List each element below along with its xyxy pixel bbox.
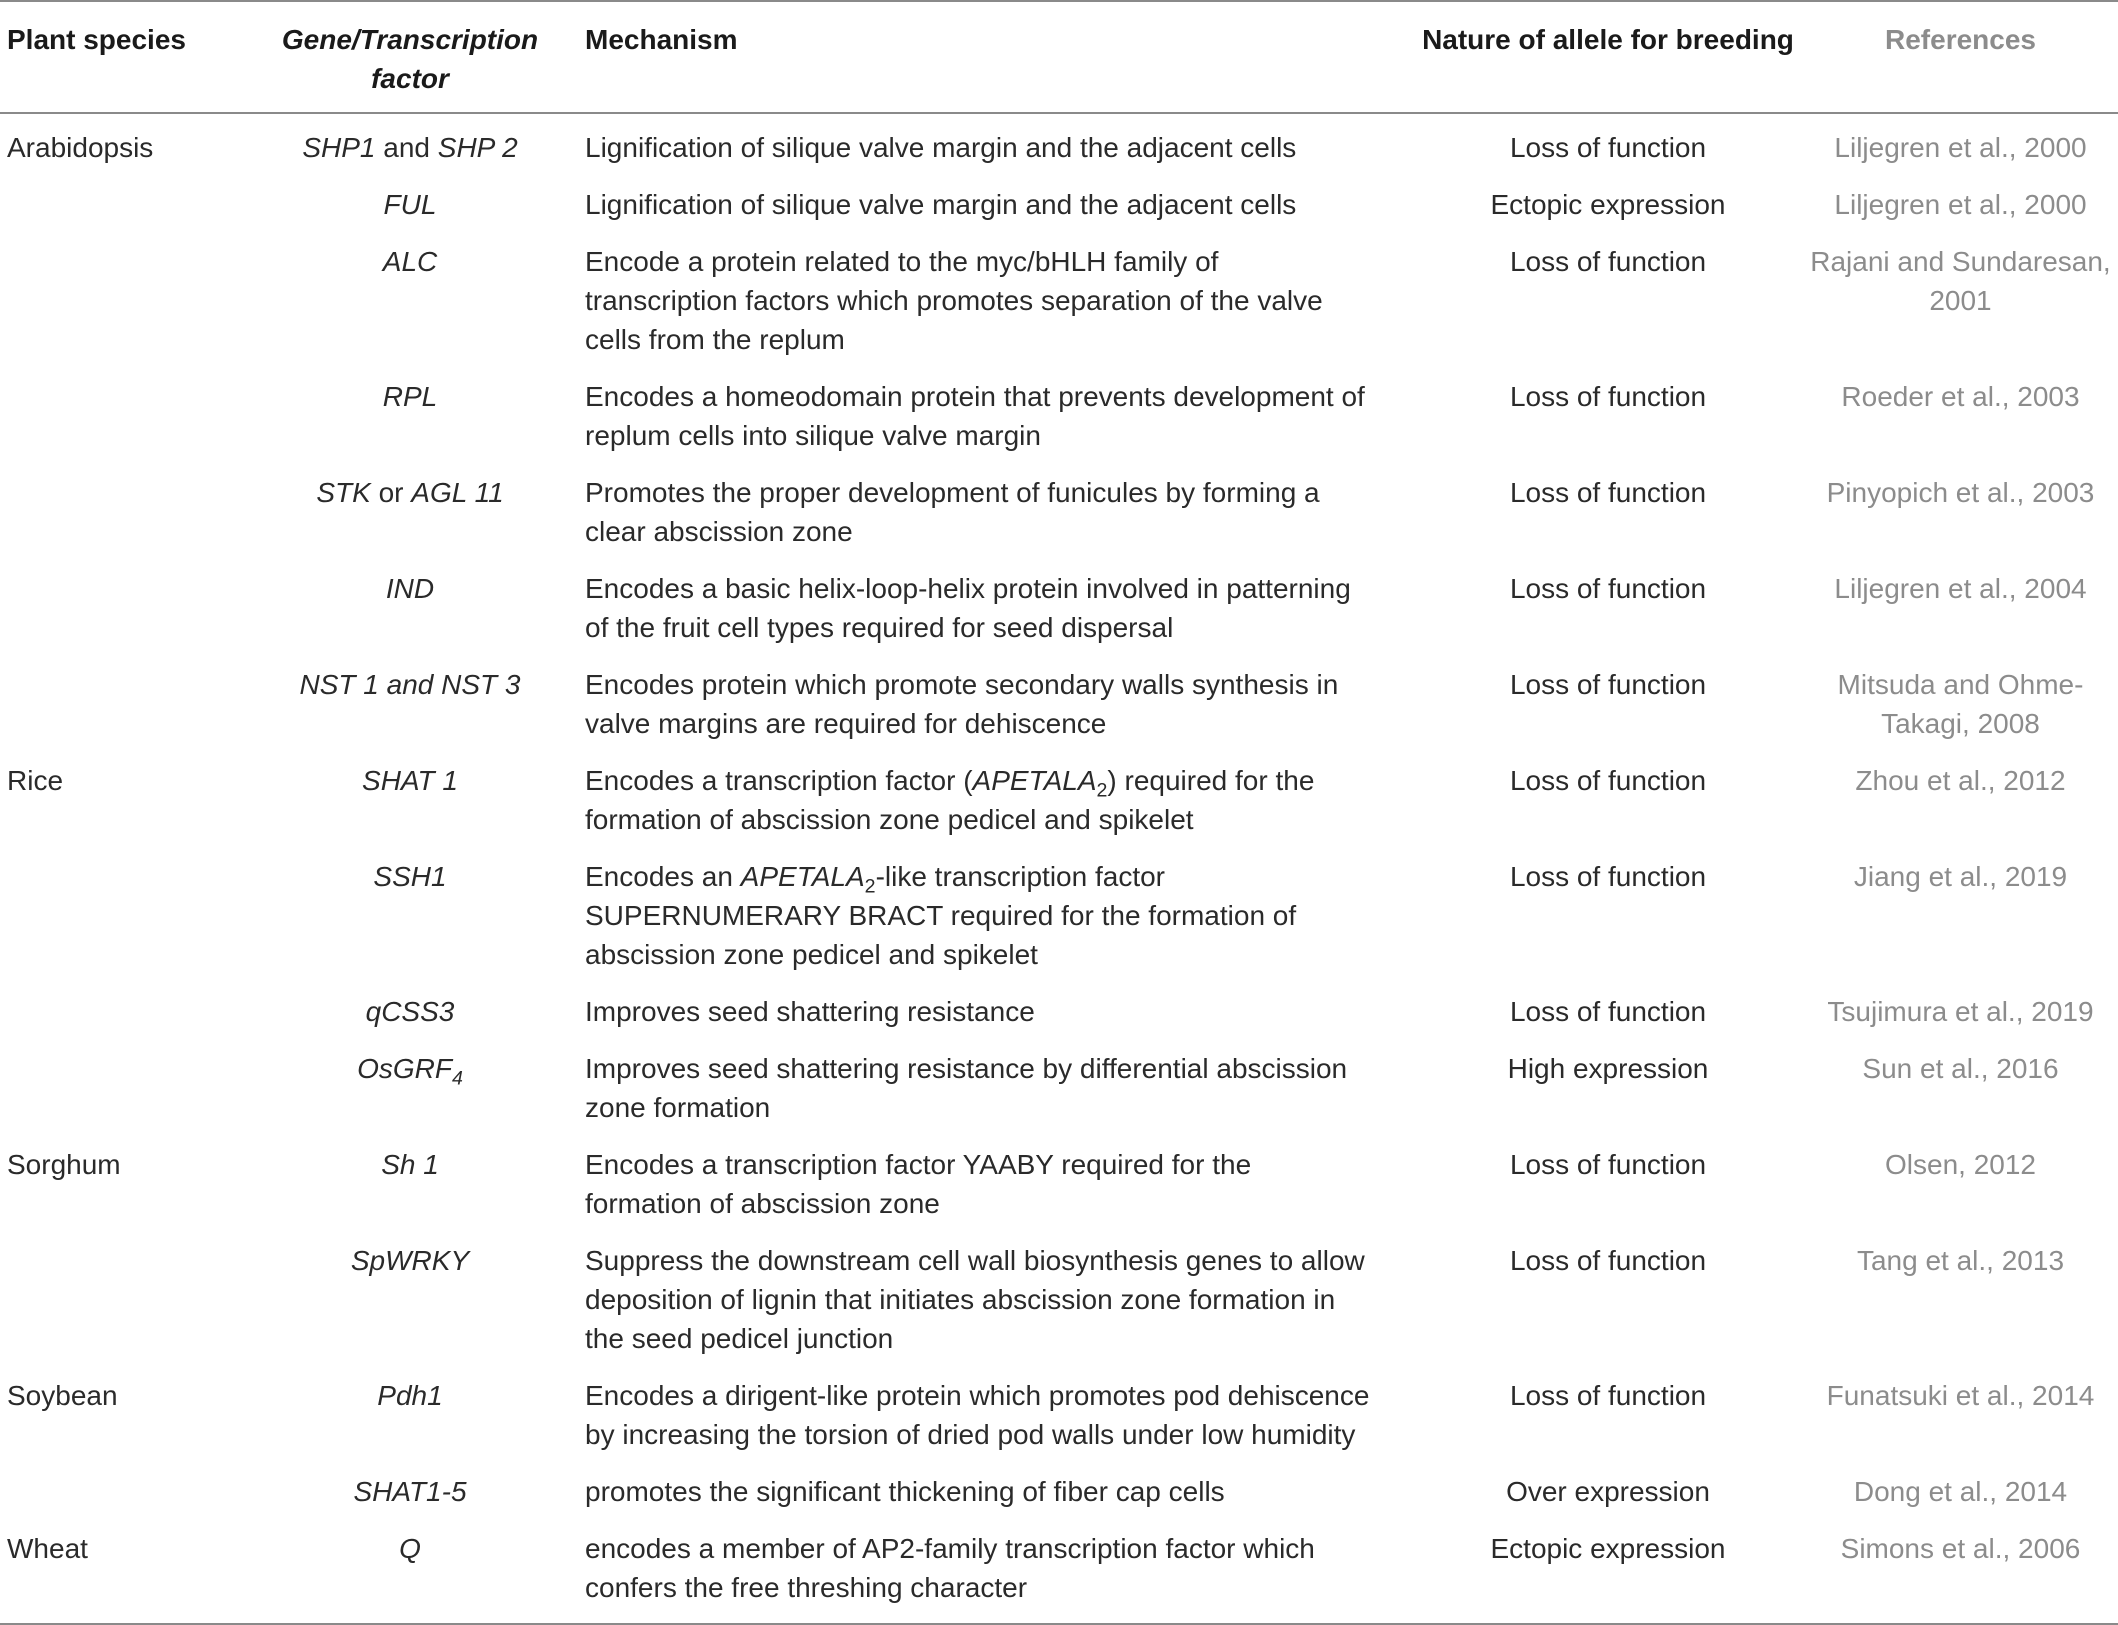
reference-cell: Zhou et al., 2012	[1855, 765, 2066, 796]
table-row	[0, 1368, 2118, 1464]
gene-cell: FUL	[383, 189, 437, 220]
table-row	[0, 1137, 2118, 1233]
gene-conjunction: or	[370, 477, 412, 508]
table-row	[0, 465, 2118, 561]
gene-cell: Sh 1	[381, 1149, 439, 1180]
gene-name: AGL 11	[411, 477, 504, 508]
gene-cell: qCSS3	[365, 996, 455, 1027]
mechanism-cell: Encodes protein which promote secondary walls synthesis in valve margins are required for dehiscence	[585, 669, 1339, 739]
reference-cell: Pinyopich et al., 2003	[1826, 477, 2095, 508]
allele-cell: Loss of function	[1509, 573, 1707, 604]
mechanism-gene-subscript: 2	[1096, 779, 1108, 802]
allele-cell: Loss of function	[1509, 669, 1707, 700]
reference-cell: Liljegren et al., 2000	[1834, 189, 2087, 220]
reference-cell: Tang et al., 2013	[1856, 1245, 2065, 1276]
gene-cell	[245, 113, 575, 177]
header-row	[0, 1, 2118, 113]
table-row	[0, 234, 2118, 369]
species-cell: Arabidopsis	[7, 132, 154, 163]
mechanism-cell: Lignification of silique valve margin and the adjacent cells	[585, 189, 1297, 220]
allele-cell: Loss of function	[1509, 1149, 1707, 1180]
species-cell	[0, 657, 245, 753]
allele-cell: Loss of function	[1509, 246, 1707, 277]
table-row	[0, 561, 2118, 657]
species-cell	[0, 1464, 245, 1521]
mechanism-cell	[575, 753, 1413, 849]
gene-cell: RPL	[382, 381, 438, 412]
table-row	[0, 753, 2118, 849]
species-cell: Rice	[7, 765, 64, 796]
species-cell	[0, 561, 245, 657]
species-cell	[0, 849, 245, 984]
mechanism-cell: Improves seed shattering resistance	[585, 996, 1035, 1027]
table-row	[0, 177, 2118, 234]
header-nature-of-allele: Nature of allele for breeding	[1422, 24, 1794, 55]
species-cell	[0, 465, 245, 561]
gene-cell: IND	[385, 573, 435, 604]
species-cell	[0, 1233, 245, 1368]
mechanism-cell: Suppress the downstream cell wall biosynthesis genes to allow deposition of lignin that initiates abscission zone formation in the seed pedicel junction	[585, 1245, 1365, 1354]
gene-cell: Pdh1	[377, 1380, 443, 1411]
gene-name: STK	[316, 477, 371, 508]
table-body	[0, 113, 2118, 1624]
table-row	[0, 1233, 2118, 1368]
reference-cell: Olsen, 2012	[1885, 1149, 2036, 1180]
reference-cell: Liljegren et al., 2000	[1834, 132, 2087, 163]
mechanism-cell: Encodes a homeodomain protein that prevents development of replum cells into silique valve margin	[585, 381, 1365, 451]
allele-cell: Loss of function	[1509, 477, 1707, 508]
mechanism-cell: Encodes a basic helix-loop-helix protein involved in patterning of the fruit cell types required for seed dispersal	[585, 573, 1351, 643]
species-cell: Soybean	[7, 1380, 118, 1411]
gene-name: SHP 2	[437, 132, 518, 163]
mechanism-cell: Lignification of silique valve margin and the adjacent cells	[585, 132, 1297, 163]
allele-cell: Loss of function	[1509, 381, 1707, 412]
allele-cell: Ectopic expression	[1490, 189, 1726, 220]
reference-cell: Mitsuda and Ohme-Takagi, 2008	[1837, 669, 2084, 739]
mechanism-cell: promotes the significant thickening of fiber cap cells	[585, 1476, 1225, 1507]
mechanism-cell: Encodes a dirigent-like protein which promotes pod dehiscence by increasing the torsion of dried pod walls under low humidity	[585, 1380, 1370, 1450]
gene-conjunction: and	[375, 132, 438, 163]
mechanism-gene-name: APETALA	[740, 861, 865, 892]
allele-cell: Loss of function	[1509, 132, 1707, 163]
table-row	[0, 984, 2118, 1041]
reference-cell: Roeder et al., 2003	[1841, 381, 2080, 412]
header-mechanism: Mechanism	[585, 24, 738, 55]
gene-cell: SHAT 1	[362, 765, 458, 796]
allele-cell: Loss of function	[1509, 996, 1707, 1027]
mechanism-gene-subscript: 2	[864, 875, 876, 898]
mechanism-gene-name: APETALA	[972, 765, 1097, 796]
gene-cell	[245, 1041, 575, 1137]
allele-cell: High expression	[1507, 1053, 1709, 1084]
mechanism-text: ) required for the formation of abscission zone pedicel and spikelet	[585, 765, 1315, 835]
gene-subscript: 4	[451, 1067, 463, 1090]
table-header	[0, 1, 2118, 113]
allele-cell: Loss of function	[1509, 1380, 1707, 1411]
mechanism-cell: Encode a protein related to the myc/bHLH family of transcription factors which promotes separation of the valve cells from the replum	[585, 246, 1323, 355]
gene-cell: NST 1 and NST 3	[299, 669, 521, 700]
mechanism-cell: Improves seed shattering resistance by differential abscission zone formation	[585, 1053, 1348, 1123]
mechanism-cell: Promotes the proper development of funicules by forming a clear abscission zone	[585, 477, 1320, 547]
allele-cell: Loss of function	[1509, 1245, 1707, 1276]
table-row	[0, 657, 2118, 753]
allele-cell: Loss of function	[1509, 765, 1707, 796]
reference-cell: Liljegren et al., 2004	[1834, 573, 2087, 604]
table-row	[0, 1521, 2118, 1624]
table-row	[0, 1041, 2118, 1137]
reference-cell: Tsujimura et al., 2019	[1827, 996, 2094, 1027]
species-cell: Wheat	[7, 1533, 88, 1564]
gene-cell: SHAT1-5	[353, 1476, 467, 1507]
mechanism-cell	[575, 849, 1413, 984]
gene-cell: Q	[399, 1533, 421, 1564]
allele-cell: Ectopic expression	[1490, 1533, 1726, 1564]
header-references: References	[1885, 24, 2036, 55]
table-row	[0, 369, 2118, 465]
reference-cell: Dong et al., 2014	[1853, 1476, 2068, 1507]
gene-cell: SSH1	[373, 861, 447, 892]
species-cell	[0, 234, 245, 369]
gene-name: SHP1	[302, 132, 376, 163]
reference-cell: Rajani and Sundaresan, 2001	[1810, 246, 2111, 316]
mechanism-text: Encodes a transcription factor (	[585, 765, 973, 796]
species-cell	[0, 1041, 245, 1137]
gene-name: OsGRF	[357, 1053, 452, 1084]
reference-cell: Sun et al., 2016	[1862, 1053, 2059, 1084]
species-cell	[0, 984, 245, 1041]
reference-cell: Jiang et al., 2019	[1853, 861, 2068, 892]
reference-cell: Simons et al., 2006	[1840, 1533, 2081, 1564]
mechanism-text: Encodes an	[585, 861, 741, 892]
table-row	[0, 113, 2118, 177]
reference-cell: Funatsuki et al., 2014	[1826, 1380, 2095, 1411]
allele-cell: Loss of function	[1509, 861, 1707, 892]
species-cell: Sorghum	[7, 1149, 121, 1180]
mechanism-cell: Encodes a transcription factor YAABY required for the formation of abscission zone	[585, 1149, 1252, 1219]
table-row	[0, 1464, 2118, 1521]
species-cell	[0, 369, 245, 465]
gene-cell: SpWRKY	[350, 1245, 470, 1276]
allele-cell: Over expression	[1506, 1476, 1710, 1507]
gene-cell	[245, 465, 575, 561]
mechanism-text: -like transcription factor SUPERNUMERARY BRACT required for the formation of abscission zone pedicel and spikelet	[585, 861, 1297, 970]
gene-cell: ALC	[382, 246, 438, 277]
header-gene-transcription-factor: Gene/Transcription factor	[281, 24, 539, 94]
table-row	[0, 849, 2118, 984]
header-plant-species: Plant species	[7, 24, 186, 55]
mechanism-cell: encodes a member of AP2-family transcription factor which confers the free threshing character	[585, 1533, 1315, 1603]
species-cell	[0, 177, 245, 234]
